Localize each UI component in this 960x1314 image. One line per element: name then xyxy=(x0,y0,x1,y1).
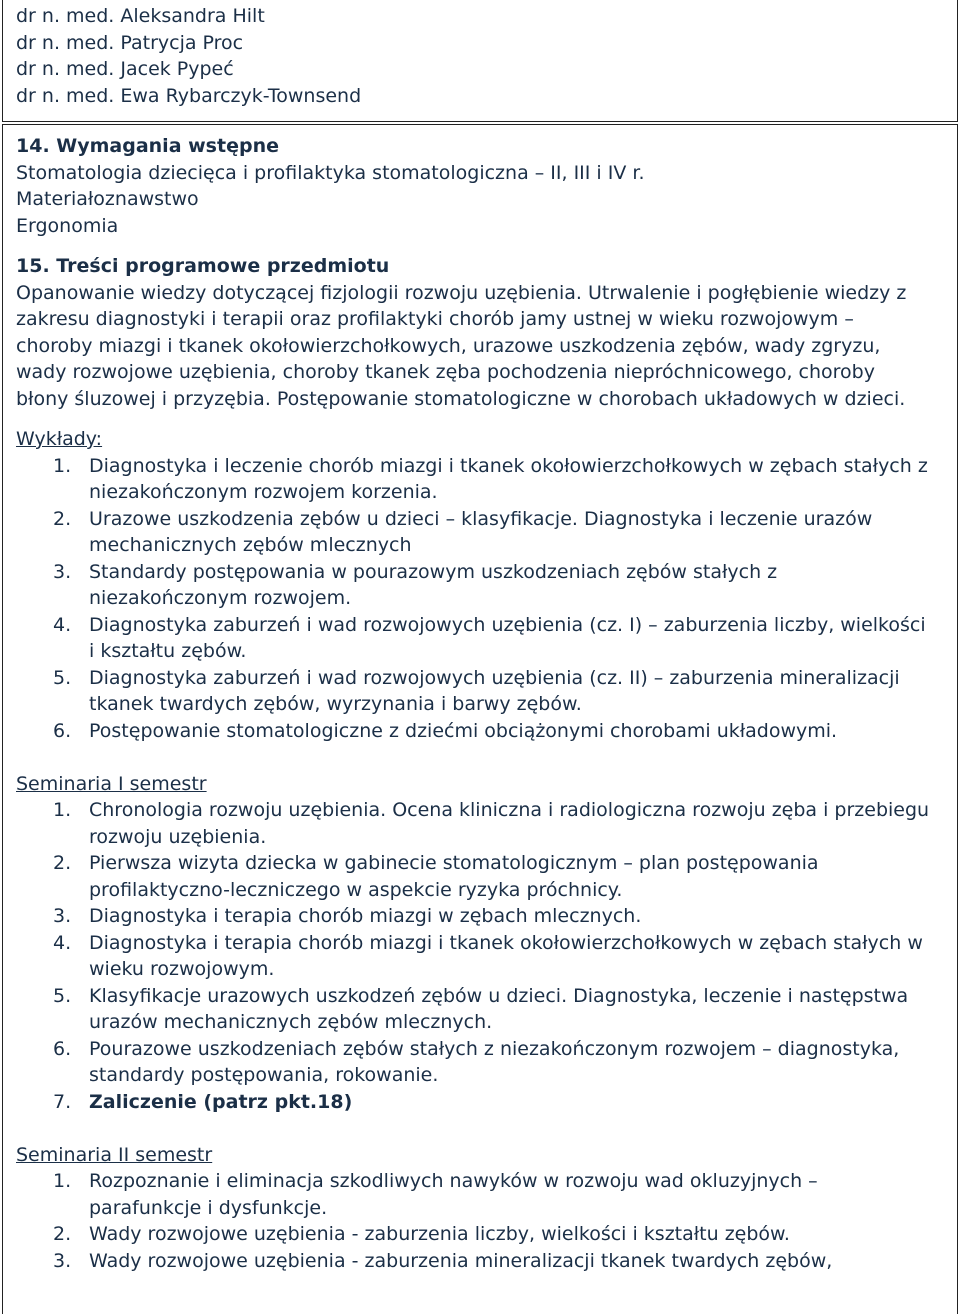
item-number: 7. xyxy=(53,1090,72,1113)
item-text-continued: mechanicznych zębów mlecznych xyxy=(89,534,412,556)
item-number: 3. xyxy=(53,905,72,927)
item-text: Chronologia rozwoju uzębienia. Ocena kliniczna i radiologiczna rozwoju zęba i przebiegu xyxy=(89,799,930,821)
item-number: 1. xyxy=(53,454,72,477)
item-text-continued: rozwoju uzębienia. xyxy=(89,825,267,848)
item-number: 5. xyxy=(53,666,72,689)
item-text: Postępowanie stomatologiczne z dziećmi obciążonymi chorobami układowymi. xyxy=(89,719,838,742)
seminars-1-heading: Seminaria I semestr xyxy=(16,772,207,795)
lecture-item xyxy=(16,506,951,533)
item-number: 4. xyxy=(53,931,72,954)
item-number: 4. xyxy=(53,613,72,636)
lecture-item xyxy=(16,453,951,480)
seminar-item xyxy=(16,850,951,877)
item-text-continued: parafunkcje i dysfunkcje. xyxy=(89,1196,328,1219)
seminar-item xyxy=(16,1168,951,1195)
seminar-item xyxy=(16,1036,951,1063)
lecture-item xyxy=(16,612,951,639)
section-15-heading: 15. Treści programowe przedmiotu xyxy=(16,255,390,277)
item-text: Diagnostyka i terapia chorób miazgi i tkanek okołowierzchołkowych w zębach stałych w xyxy=(89,931,923,954)
item-text: Diagnostyka zaburzeń i wad rozwojowych uzębienia (cz. II) – zaburzenia mineralizacji xyxy=(89,666,900,689)
item-text: Diagnostyka i terapia chorób miazgi w zębach mlecznych. xyxy=(89,905,642,927)
seminar-item xyxy=(16,1248,951,1275)
item-text: Pourazowe uszkodzeniach zębów stałych z niezakończonym rozwojem – diagnostyka, xyxy=(89,1037,900,1060)
lectures-heading: Wykłady: xyxy=(16,428,103,450)
seminars-2-heading: Seminaria II semestr xyxy=(16,1143,213,1166)
item-number: 2. xyxy=(53,507,72,530)
staff-name: dr n. med. Patrycja Proc xyxy=(16,31,244,54)
seminar-item xyxy=(16,1089,951,1116)
staff-name: dr n. med. Ewa Rybarczyk-Townsend xyxy=(16,84,362,107)
paragraph-line: błony śluzowej i przyzębia. Postępowanie stomatologiczne w chorobach układowych w dzieci. xyxy=(16,387,906,410)
item-text: Diagnostyka zaburzeń i wad rozwojowych uzębienia (cz. I) – zaburzenia liczby, wielkości xyxy=(89,613,926,636)
lecture-item xyxy=(16,718,951,745)
paragraph-line: choroby miazgi i tkanek okołowierzchołkowych, urazowe uszkodzenia zębów, wady zgryzu, xyxy=(16,334,881,357)
staff-list xyxy=(16,3,951,109)
item-text-continued: urazów mechanicznych zębów mlecznych. xyxy=(89,1011,493,1033)
item-text: Zaliczenie (patrz pkt.18) xyxy=(89,1090,353,1113)
item-number: 1. xyxy=(53,1170,72,1192)
staff-box xyxy=(2,0,958,122)
item-text-continued: standardy postępowania, rokowanie. xyxy=(89,1064,439,1086)
item-text: Rozpoznanie i eliminacja szkodliwych nawyków w rozwoju wad okluzyjnych – xyxy=(89,1170,818,1192)
item-text: Pierwsza wizyta dziecka w gabinecie stomatologicznym – plan postępowania xyxy=(89,852,819,874)
item-text: Diagnostyka i leczenie chorób miazgi i tkanek okołowierzchołkowych w zębach stałych z xyxy=(89,454,928,477)
prerequisite-item: Materiałoznawstwo xyxy=(16,188,199,210)
lecture-item xyxy=(16,665,951,692)
prerequisite-item: Stomatologia dziecięca i profilaktyka stomatologiczna – II, III i IV r. xyxy=(16,161,645,184)
item-text: Standardy postępowania w pourazowym uszkodzeniach zębów stałych z xyxy=(89,560,778,583)
item-number: 1. xyxy=(53,799,72,821)
item-text-continued: niezakończonym rozwojem. xyxy=(89,587,352,609)
seminar-item xyxy=(16,1221,951,1248)
item-text: Wady rozwojowe uzębienia - zaburzenia liczby, wielkości i kształtu zębów. xyxy=(89,1223,790,1245)
item-number: 6. xyxy=(53,719,72,742)
item-text-continued: niezakończonym rozwojem korzenia. xyxy=(89,481,438,503)
seminar-item xyxy=(16,983,951,1010)
section-14-heading: 14. Wymagania wstępne xyxy=(16,135,279,157)
item-number: 3. xyxy=(53,560,72,583)
seminar-item xyxy=(16,930,951,957)
item-number: 5. xyxy=(53,984,72,1007)
content xyxy=(16,133,951,1274)
item-text: Wady rozwojowe uzębienia - zaburzenia mineralizacji tkanek twardych zębów, xyxy=(89,1249,833,1272)
item-number: 2. xyxy=(53,852,72,874)
item-number: 2. xyxy=(53,1223,72,1245)
paragraph-line: Opanowanie wiedzy dotyczącej fizjologii rozwoju uzębienia. Utrwalenie i pogłębienie wiedzy z xyxy=(16,281,907,304)
item-number: 6. xyxy=(53,1037,72,1060)
item-text-continued: wieku rozwojowym. xyxy=(89,958,275,980)
item-text-continued: tkanek twardych zębów, wyrzynania i barwy zębów. xyxy=(89,693,582,715)
item-text-continued: i kształtu zębów. xyxy=(89,640,247,662)
staff-name: dr n. med. Jacek Pypeć xyxy=(16,58,234,80)
staff-name: dr n. med. Aleksandra Hilt xyxy=(16,5,265,27)
seminar-item xyxy=(16,903,951,930)
content-box xyxy=(2,124,958,1314)
item-text: Urazowe uszkodzenia zębów u dzieci – klasyfikacje. Diagnostyka i leczenie urazów xyxy=(89,507,873,530)
seminar-item xyxy=(16,797,951,824)
lecture-item xyxy=(16,559,951,586)
paragraph-line: wady rozwojowe uzębienia, choroby tkanek zęba pochodzenia niepróchnicowego, choroby xyxy=(16,361,875,383)
prerequisite-item: Ergonomia xyxy=(16,214,119,237)
item-text: Klasyfikacje urazowych uszkodzeń zębów u dzieci. Diagnostyka, leczenie i następstwa xyxy=(89,984,909,1007)
paragraph-line: zakresu diagnostyki i terapii oraz profilaktyki chorób jamy ustnej w wieku rozwojowym – xyxy=(16,308,854,330)
item-text-continued: profilaktyczno-leczniczego w aspekcie ryzyka próchnicy. xyxy=(89,878,623,901)
item-number: 3. xyxy=(53,1249,72,1272)
